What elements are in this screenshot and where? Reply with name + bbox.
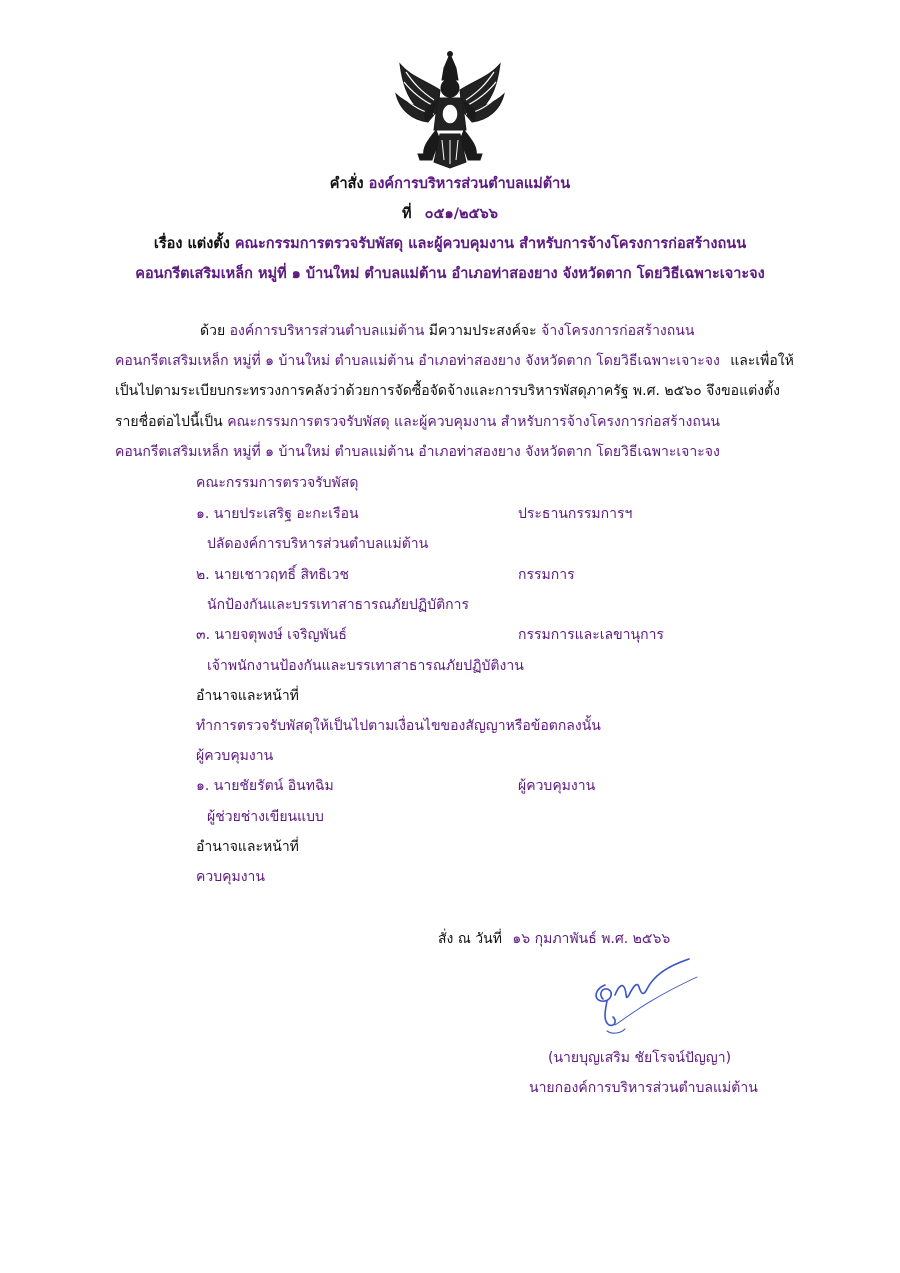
body-p2-project: คอนกรีตเสริมเหล็ก หมู่ที่ ๑ บ้านใหม่ ตำบลแม่ต้าน อำเภอท่าสองยาง จังหวัดตาก โดยวิธีเฉพาะเจาะจง (115, 353, 720, 369)
order-number-value: ๐๕๑/๒๕๖๖ (424, 206, 498, 222)
order-date-value: ๑๖ กุมภาพันธ์ พ.ศ. ๒๕๖๖ (512, 931, 671, 947)
order-date (438, 928, 670, 950)
committee-member-2-position: นักป้องกันและบรรเทาสาธารณภัยปฏิบัติการ (207, 597, 470, 613)
committee-member-1-name: ๑. นายประเสริฐ อะกะเรือน (196, 506, 359, 522)
body-line-3: เป็นไปตามระเบียบกระทรวงการคลังว่าด้วยการจัดซื้อจัดจ้างและการบริหารพัสดุภาครัฐ พ.ศ. ๒๕๖๐ จึงขอแต่งตั้ง (115, 383, 780, 399)
body-p4-prefix: รายชื่อต่อไปนี้เป็น (115, 414, 223, 430)
body-line-5: คอนกรีตเสริมเหล็ก หมู่ที่ ๑ บ้านใหม่ ตำบลแม่ต้าน อำเภอท่าสองยาง จังหวัดตาก โดยวิธีเฉพาะเจาะจง (115, 444, 720, 460)
body-line-1 (200, 320, 694, 342)
committee-member-2-role: กรรมการ (518, 567, 575, 583)
committee-member-1-position: ปลัดองค์การบริหารส่วนตำบลแม่ต้าน (207, 536, 429, 552)
committee-member-3-name: ๓. นายจตุพงษ์ เจริญพันธ์ (196, 627, 347, 643)
order-number (0, 202, 900, 225)
subject-line-2: คอนกรีตเสริมเหล็ก หมู่ที่ ๑ บ้านใหม่ ตำบลแม่ต้าน อำเภอท่าสองยาง จังหวัดตาก โดยวิธีเฉพาะเจาะจง (135, 266, 765, 282)
body-p4-rest: คณะกรรมการตรวจรับพัสดุ และผู้ควบคุมงาน สำหรับการจ้างโครงการก่อสร้างถนน (227, 414, 720, 430)
supervisor-member-1-position: ผู้ช่วยช่างเขียนแบบ (207, 809, 324, 825)
signer-title: นายกองค์การบริหารส่วนตำบลแม่ต้าน (529, 1080, 758, 1096)
supervisor-duty-heading: อำนาจและหน้าที่ (196, 839, 299, 855)
body-line-2 (115, 350, 794, 372)
committee-duty-heading: อำนาจและหน้าที่ (196, 688, 299, 704)
order-title-prefix: คำสั่ง (329, 176, 364, 192)
subject-text-1: คณะกรรมการตรวจรับพัสดุ และผู้ควบคุมงาน สำหรับการจ้างโครงการก่อสร้างถนน (234, 236, 747, 252)
committee-member-3-position: เจ้าพนักงานป้องกันและบรรเทาสาธารณภัยปฏิบัติงาน (207, 658, 524, 674)
body-p1-prefix: ด้วย (200, 323, 226, 339)
garuda-emblem-icon (392, 50, 508, 172)
body-p1-project: จ้างโครงการก่อสร้างถนน (541, 323, 695, 339)
supervisor-member-1-name: ๑. นายชัยรัตน์ อินทฉิม (196, 778, 334, 794)
signature-icon (585, 955, 700, 1045)
supervisor-duty-text: ควบคุมงาน (196, 869, 265, 885)
signer-name: (นายบุญเสริม ชัยโรจน์ปัญญา) (548, 1050, 732, 1066)
body-p2-end: และเพื่อให้ (730, 353, 794, 369)
subject-line-1 (0, 232, 900, 255)
committee-member-2-name: ๒. นายเชาวฤทธิ์ สิทธิเวช (196, 567, 349, 583)
supervisor-member-1-role: ผู้ควบคุมงาน (518, 778, 596, 794)
body-p1-mid: มีความประสงค์จะ (428, 323, 537, 339)
supervisor-heading: ผู้ควบคุมงาน (196, 748, 274, 764)
subject-prefix: เรื่อง แต่งตั้ง (153, 236, 230, 252)
order-number-prefix: ที่ (402, 206, 412, 222)
order-date-prefix: สั่ง ณ วันที่ (438, 931, 502, 947)
committee-duty-text: ทำการตรวจรับพัสดุให้เป็นไปตามเงื่อนไขของสัญญาหรือข้อตกลงนั้น (196, 718, 601, 734)
body-p1-org: องค์การบริหารส่วนตำบลแม่ต้าน (229, 323, 425, 339)
committee-heading: คณะกรรมการตรวจรับพัสดุ (196, 475, 359, 491)
order-title-org: องค์การบริหารส่วนตำบลแม่ต้าน (368, 176, 571, 192)
committee-member-1-role: ประธานกรรมการฯ (518, 506, 633, 522)
order-title (0, 172, 900, 195)
body-line-4 (115, 411, 720, 433)
committee-member-3-role: กรรมการและเลขานุการ (518, 627, 664, 643)
